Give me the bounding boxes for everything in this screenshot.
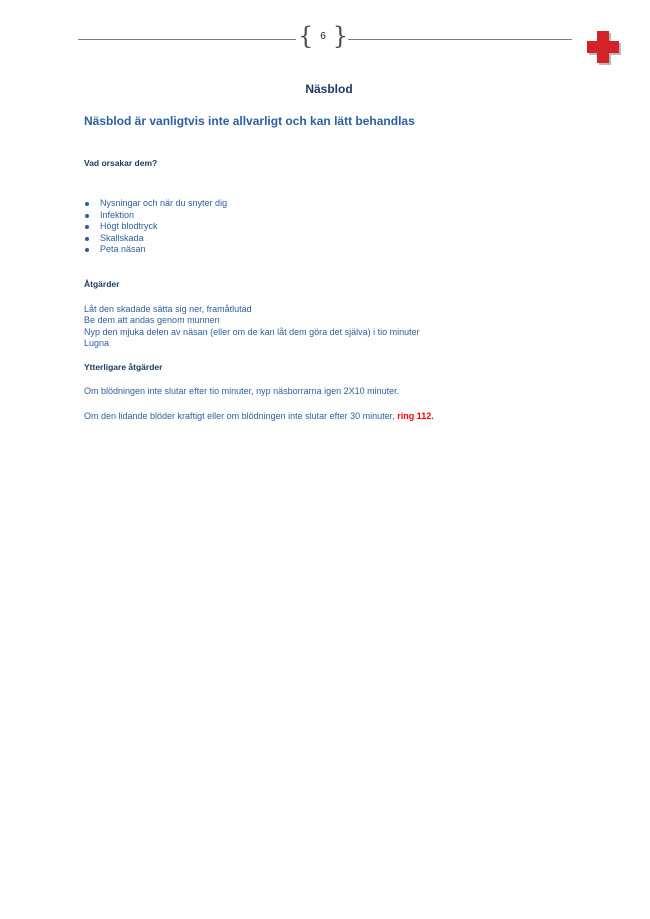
right-brace-icon: } <box>332 22 348 50</box>
page-number: 6 <box>320 31 326 42</box>
list-item: Peta näsan <box>84 244 574 256</box>
left-brace-icon: { <box>298 22 314 50</box>
list-item: Nysningar och när du snyter dig <box>84 198 574 210</box>
measure-line: Be dem att andas genom munnen <box>84 315 220 325</box>
list-item: Infektion <box>84 210 574 222</box>
further-measures-heading: Ytterligare åtgärder <box>84 361 163 372</box>
page-header <box>0 0 650 80</box>
document-title: Näsblod <box>305 82 353 96</box>
emergency-number: ring 112. <box>397 411 434 421</box>
measure-line: Lugna <box>84 338 110 348</box>
measure-line: Nyp den mjuka delen av näsan (eller om de kan låt dem göra det själva) i tio minuter <box>84 326 420 337</box>
measures-lines <box>84 304 574 350</box>
causes-list <box>84 198 574 256</box>
list-item: Högt blodtryck <box>84 221 574 233</box>
header-rule-left <box>78 39 296 40</box>
red-cross-icon <box>580 25 624 69</box>
document-subtitle: Näsblod är vanligtvis inte allvarligt och kan lätt behandlas <box>84 114 415 128</box>
list-item: Skallskada <box>84 233 574 245</box>
page-number-box <box>298 22 348 51</box>
further-paragraph-1: Om blödningen inte slutar efter tio minuter, nyp näsborrarna igen 2X10 minuter. <box>84 385 400 396</box>
further-paragraph-2-text: Om den lidande blöder kraftigt eller om blödningen inte slutar efter 30 minuter, <box>84 411 398 421</box>
causes-heading: Vad orsakar dem? <box>84 158 158 168</box>
measures-heading: Åtgärder <box>84 278 120 289</box>
further-paragraph-2 <box>84 411 574 423</box>
measure-line: Låt den skadade sätta sig ner, framåtlutad <box>84 303 252 314</box>
page-content <box>84 82 574 423</box>
header-rule-right <box>348 39 572 40</box>
